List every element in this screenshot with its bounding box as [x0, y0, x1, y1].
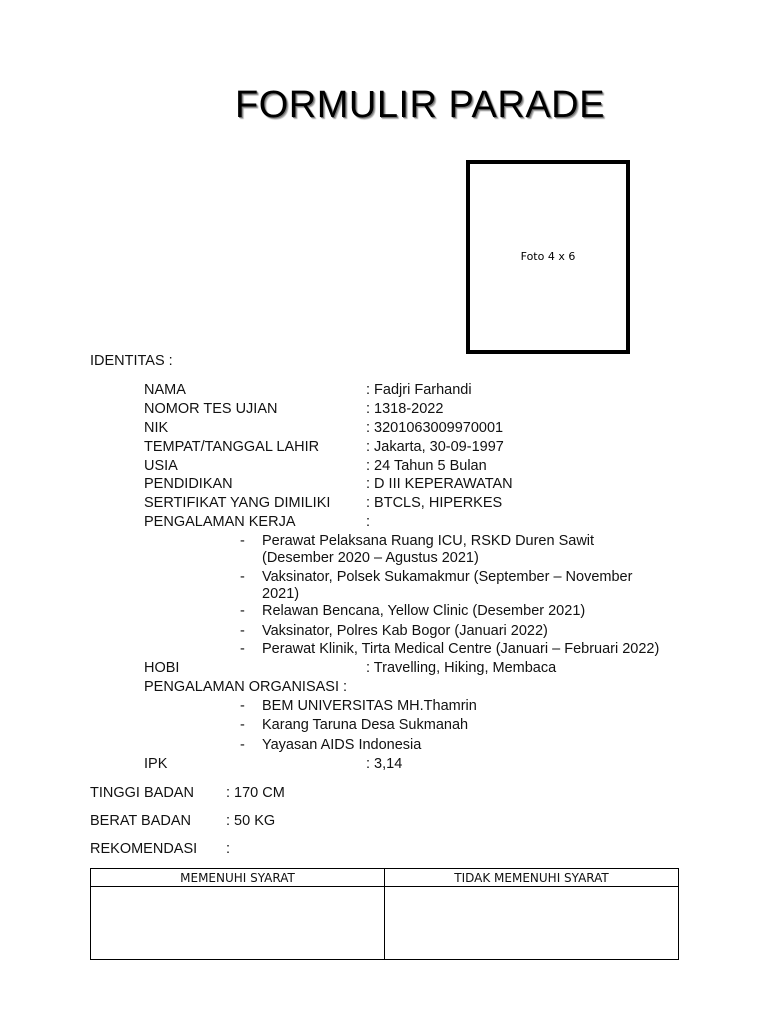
nik-label: NIK — [144, 420, 169, 436]
work-item-1-line2: (Desember 2020 – Agustus 2021) — [262, 550, 479, 566]
identitas-heading: IDENTITAS : — [90, 353, 173, 369]
ipk-value: : 3,14 — [366, 756, 403, 772]
cell-memenuhi-syarat[interactable] — [91, 887, 385, 960]
work-item-3: Relawan Bencana, Yellow Clinic (Desember 2021) — [262, 603, 586, 619]
sertifikat-value: : BTCLS, HIPERKES — [366, 495, 503, 511]
nik-value: : 3201063009970001 — [366, 420, 504, 436]
nomor-tes-label: NOMOR TES UJIAN — [144, 401, 278, 417]
list-bullet: - — [240, 737, 245, 753]
tinggi-badan-value: : 170 CM — [226, 785, 285, 801]
ttl-value: : Jakarta, 30-09-1997 — [366, 439, 504, 455]
list-bullet: - — [240, 717, 245, 733]
table-header-row — [91, 869, 679, 887]
rekomendasi-label: REKOMENDASI — [90, 841, 198, 857]
rekomendasi-colon: : — [226, 841, 231, 857]
work-item-5: Perawat Klinik, Tirta Medical Centre (Januari – Februari 2022) — [262, 641, 660, 657]
pengalaman-kerja-label: PENGALAMAN KERJA — [144, 514, 296, 530]
work-item-1-line1: Perawat Pelaksana Ruang ICU, RSKD Duren Sawit — [262, 533, 595, 549]
usia-value: : 24 Tahun 5 Bulan — [366, 458, 487, 474]
pendidikan-value: : D III KEPERAWATAN — [366, 476, 513, 492]
sertifikat-label: SERTIFIKAT YANG DIMILIKI — [144, 495, 331, 511]
ttl-label: TEMPAT/TANGGAL LAHIR — [144, 439, 320, 455]
work-item-2-line2: 2021) — [262, 586, 300, 602]
pengalaman-organisasi-label: PENGALAMAN ORGANISASI : — [144, 679, 348, 695]
hobi-label: HOBI — [144, 660, 180, 676]
list-bullet: - — [240, 533, 245, 549]
pendidikan-label: PENDIDIKAN — [144, 476, 233, 492]
nomor-tes-value: : 1318-2022 — [366, 401, 444, 417]
list-bullet: - — [240, 698, 245, 714]
cell-tidak-memenuhi-syarat[interactable] — [385, 887, 679, 960]
list-bullet: - — [240, 569, 245, 585]
hobi-value: : Travelling, Hiking, Membaca — [366, 660, 557, 676]
header-memenuhi-syarat: MEMENUHI SYARAT — [91, 869, 385, 887]
tinggi-badan-label: TINGGI BADAN — [90, 785, 194, 801]
nama-label: NAMA — [144, 382, 186, 398]
list-bullet: - — [240, 641, 245, 657]
usia-label: USIA — [144, 458, 178, 474]
work-item-4: Vaksinator, Polres Kab Bogor (Januari 2022) — [262, 623, 548, 639]
org-item-2: Karang Taruna Desa Sukmanah — [262, 717, 469, 733]
list-bullet: - — [240, 603, 245, 619]
table-row — [91, 887, 679, 960]
org-item-3: Yayasan AIDS Indonesia — [262, 737, 422, 753]
rekomendasi-table — [90, 868, 679, 960]
work-item-2-line1: Vaksinator, Polsek Sukamakmur (September – November — [262, 569, 633, 585]
list-bullet: - — [240, 623, 245, 639]
ipk-label: IPK — [144, 756, 168, 772]
pengalaman-kerja-value: : — [366, 514, 371, 530]
berat-badan-value: : 50 KG — [226, 813, 276, 829]
org-item-1: BEM UNIVERSITAS MH.Thamrin — [262, 698, 477, 714]
nama-value: : Fadjri Farhandi — [366, 382, 472, 398]
berat-badan-label: BERAT BADAN — [90, 813, 191, 829]
photo-label: Foto 4 x 6 — [520, 250, 576, 263]
page-title: FORMULIR PARADE — [235, 84, 605, 126]
header-tidak-memenuhi-syarat: TIDAK MEMENUHI SYARAT — [385, 869, 679, 887]
photo-placeholder — [466, 160, 630, 354]
